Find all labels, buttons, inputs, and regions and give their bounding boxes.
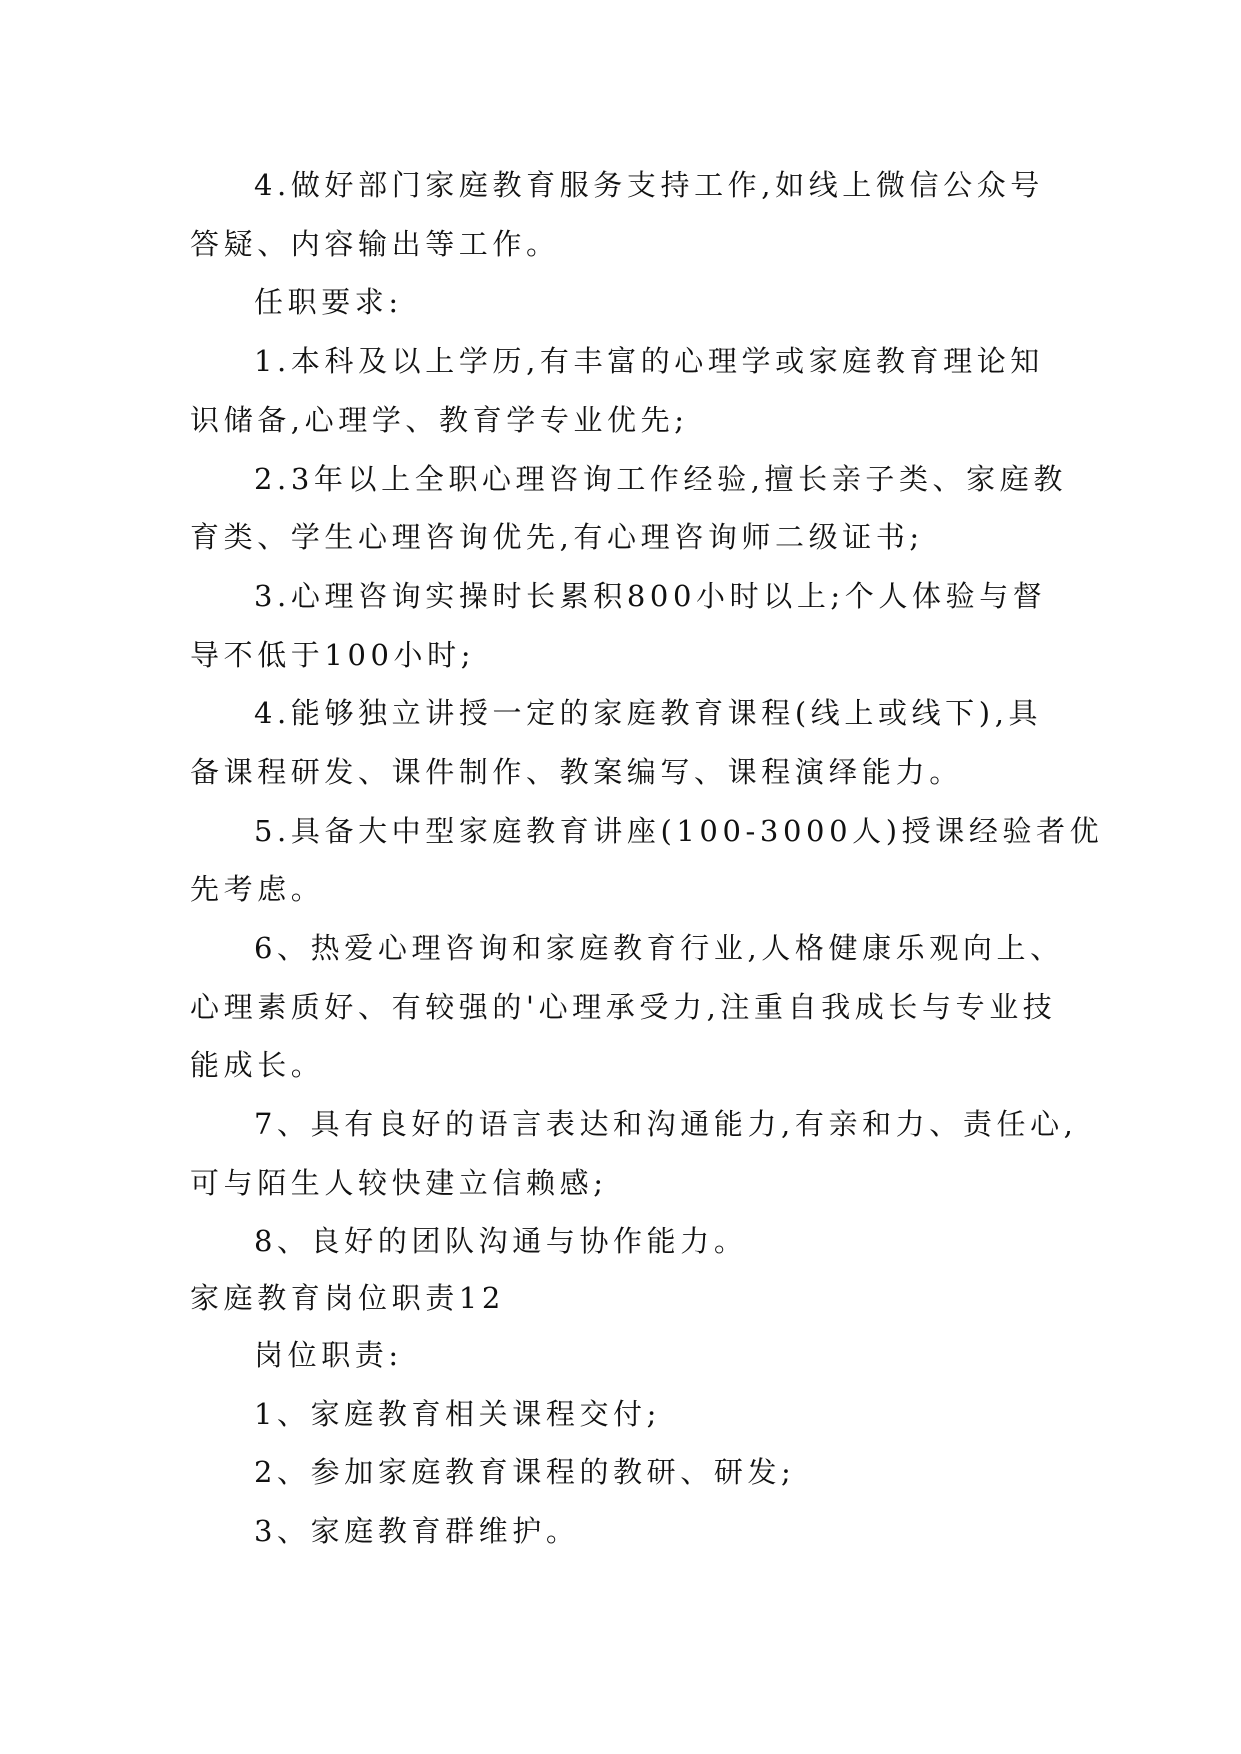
requirements-heading: 任职要求:	[254, 285, 403, 319]
requirement-4-line-1: 4.能够独立讲授一定的家庭教育课程(线上或线下),具	[254, 696, 1043, 730]
duty-item-4-line-2: 答疑、内容输出等工作。	[190, 227, 560, 261]
requirement-6-line-3: 能成长。	[190, 1048, 325, 1082]
requirement-2-line-2: 育类、学生心理咨询优先,有心理咨询师二级证书;	[190, 520, 924, 554]
requirement-3-line-2: 导不低于100小时;	[190, 638, 476, 672]
requirement-7-line-1: 7、具有良好的语言表达和沟通能力,有亲和力、责任心,	[254, 1107, 1078, 1141]
duty-item-4-line-1: 4.做好部门家庭教育服务支持工作,如线上微信公众号	[254, 168, 1044, 202]
requirement-6-line-2: 心理素质好、有较强的'心理承受力,注重自我成长与专业技	[190, 990, 1057, 1024]
duty-3: 3、家庭教育群维护。	[254, 1514, 580, 1548]
duty-1: 1、家庭教育相关课程交付;	[254, 1397, 662, 1431]
requirement-1-line-1: 1.本科及以上学历,有丰富的心理学或家庭教育理论知	[254, 344, 1044, 378]
duty-2: 2、参加家庭教育课程的教研、研发;	[254, 1455, 796, 1489]
requirement-8-line-1: 8、良好的团队沟通与协作能力。	[254, 1224, 748, 1258]
duties-heading: 岗位职责:	[254, 1338, 403, 1372]
requirement-7-line-2: 可与陌生人较快建立信赖感;	[190, 1166, 608, 1200]
requirement-5-line-1: 5.具备大中型家庭教育讲座(100-3000人)授课经验者优	[254, 814, 1104, 848]
requirement-1-line-2: 识储备,心理学、教育学专业优先;	[190, 403, 689, 437]
section-title: 家庭教育岗位职责12	[190, 1281, 505, 1315]
requirement-2-line-1: 2.3年以上全职心理咨询工作经验,擅长亲子类、家庭教	[254, 462, 1067, 496]
requirement-6-line-1: 6、热爱心理咨询和家庭教育行业,人格健康乐观向上、	[254, 931, 1064, 965]
requirement-4-line-2: 备课程研发、课件制作、教案编写、课程演绎能力。	[190, 755, 963, 789]
requirement-5-line-2: 先考虑。	[190, 872, 325, 906]
requirement-3-line-1: 3.心理咨询实操时长累积800小时以上;个人体验与督	[254, 579, 1047, 613]
